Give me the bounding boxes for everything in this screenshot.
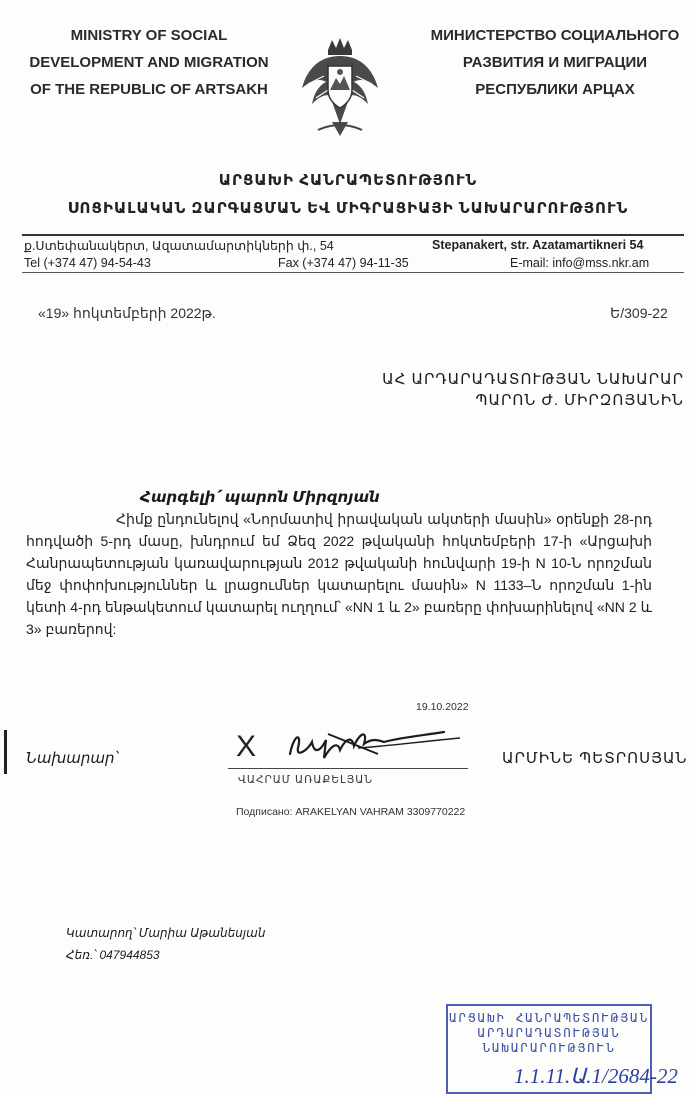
artsakh-coat-of-arms-icon bbox=[298, 36, 382, 140]
header-armenian-line-1: ԱՐՑԱԽԻ ՀԱՆՐԱՊԵՏՈՒԹՅՈՒՆ bbox=[218, 172, 478, 189]
address-english: Stepanakert, str. Azatamartikneri 54 bbox=[432, 238, 644, 252]
executor-name: Կատարող՝ Մարիա Աթանեսյան bbox=[66, 926, 266, 940]
minister-name: ԱՐՄԻՆԵ ՊԵՏՐՈՍՅԱՆ bbox=[502, 750, 688, 767]
signature-date: 19.10.2022 bbox=[416, 701, 469, 713]
telephone: Tel (+374 47) 94-54-43 bbox=[24, 256, 151, 270]
header-ru-line-1: МИНИСТЕРСТВО СОЦИАЛЬНОГО bbox=[430, 27, 680, 44]
addressee-line-2: ՊԱՐՈՆ Ժ. ՄԻՐԶՈՅԱՆԻՆ bbox=[475, 392, 684, 409]
address-armenian: ք.Ստեփանակերտ, Ազատամարտիկների փ., 54 bbox=[24, 239, 334, 253]
margin-mark bbox=[4, 730, 7, 774]
addressee-line-1: ԱՀ ԱՐԴԱՐԱԴԱՏՈՒԹՅԱՆ ՆԱԽԱՐԱՐ bbox=[382, 371, 684, 388]
letter-body: Հիմք ընդունելով «Նորմատիվ իրավական ակտերի մասին» օրենքի 28-րդ հոդվածի 5-րդ մասը, խնդրում եմ Ձեզ 2022 թվականի հոկտեմբերի 17-ի «Արցախի Հանրապետության կառավարության 2012 թվականի հունվարի 19-ի N 10-Ն որոշման մեջ փոփոխություններ և լրացումներ կատարելու մասին» N 1133–Ն որոշման 1-ին կետի 4-րդ ենթակետում կատարել ուղղում՝ «NN 1 և 2» բառերը փոխարինելով «NN 2 և 3» բառերով: bbox=[26, 511, 652, 637]
fax: Fax (+374 47) 94-11-35 bbox=[278, 256, 409, 270]
salutation: Հարգելի՛ պարոն Միրզոյան bbox=[140, 489, 380, 506]
stamp-line-3: ՆԱԽԱՐԱՐՈՒԹՅՈՒՆ bbox=[482, 1040, 616, 1055]
header-divider-top bbox=[22, 234, 684, 236]
stamp-line-2: ԱՐԴԱՐԱԴԱՏՈՒԹՅԱՆ bbox=[477, 1025, 621, 1040]
header-english bbox=[10, 22, 288, 103]
header-ru-line-3: РЕСПУБЛИКИ АРЦАХ bbox=[475, 81, 635, 98]
letter-date: «19» հոկտեմբերի 2022թ. bbox=[38, 305, 216, 321]
position-title: Նախարար՝ bbox=[26, 750, 119, 767]
header-en-line-3: OF THE REPUBLIC OF ARTSAKH bbox=[30, 81, 268, 98]
header-divider-bottom bbox=[22, 272, 684, 273]
incoming-registration-stamp bbox=[446, 1004, 678, 1094]
letter-reference: Ե/309-22 bbox=[610, 305, 668, 321]
signature-x-mark: X bbox=[236, 730, 257, 763]
header-armenian-line-2: ՍՈՑԻԱԼԱԿԱՆ ԶԱՐԳԱՑՄԱՆ ԵՎ ՄԻԳՐԱՑԻԱՅԻ ՆԱԽԱՐԱՐՈՒԹՅՈՒՆ bbox=[67, 200, 629, 217]
signature-line bbox=[228, 768, 468, 769]
handwritten-signature-icon bbox=[268, 724, 468, 773]
executor-phone: Հեռ.՝ 047944853 bbox=[66, 948, 160, 962]
stamp-line-1: ԱՐՑԱԽԻ ՀԱՆՐԱՊԵՏՈՒԹՅԱՆ bbox=[448, 1010, 650, 1025]
stamp-registration-number: 1.1.11.Ա.1/2684-22 bbox=[514, 1064, 678, 1088]
signer-printed-name: ՎԱՀՐԱՄ ԱՌԱՔԵԼՅԱՆ bbox=[238, 774, 373, 786]
header-en-line-1: MINISTRY OF SOCIAL bbox=[70, 27, 228, 44]
digital-signature-note: Подписано: ARAKELYAN VAHRAM 3309770222 bbox=[236, 806, 466, 818]
header-russian bbox=[424, 22, 686, 103]
header-en-line-2: DEVELOPMENT AND MIGRATION bbox=[29, 54, 269, 71]
header-ru-line-2: РАЗВИТИЯ И МИГРАЦИИ bbox=[462, 54, 648, 71]
email-link[interactable]: E-mail: info@mss.nkr.am bbox=[510, 256, 650, 270]
